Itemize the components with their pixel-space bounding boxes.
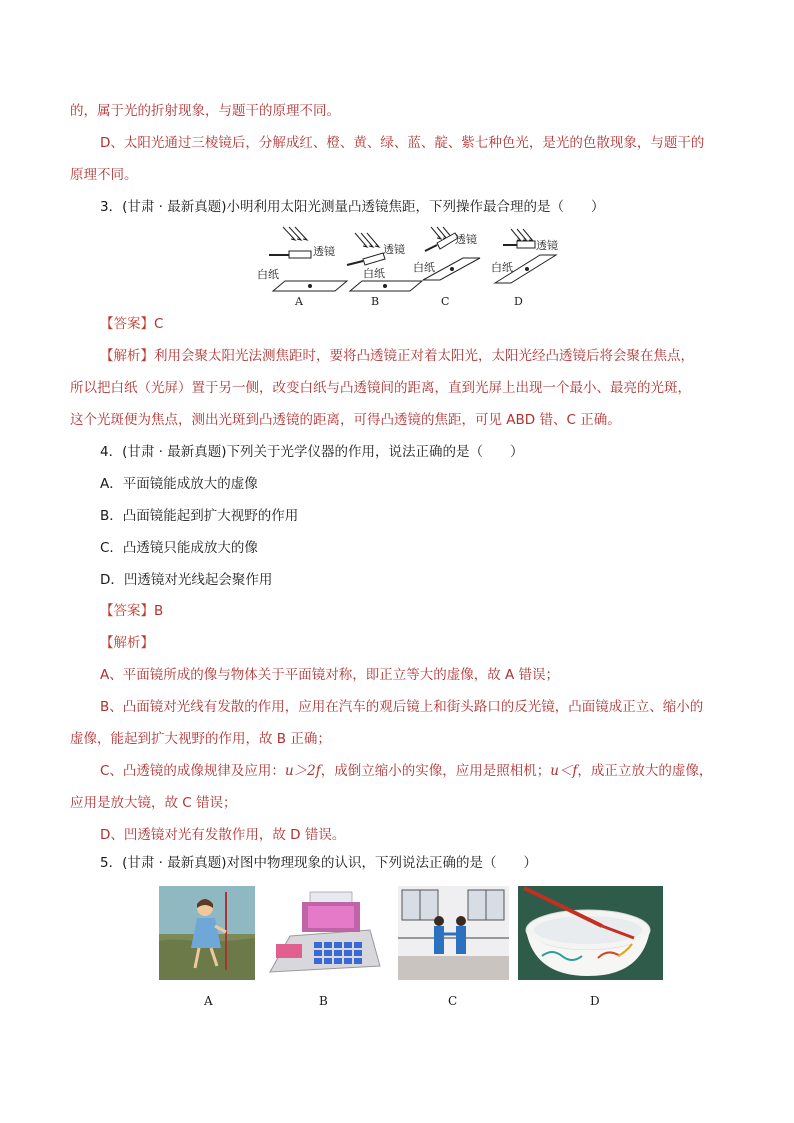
question-4-analysis-c-line2: 应用是放大镜，故 C 错误； <box>70 795 237 811</box>
figure-a-diagram <box>269 227 347 291</box>
figure-a-caption: A <box>295 295 303 308</box>
question-4-analysis-b-line1: B、凸面镜对光线有发散的作用，应用在汽车的观后镜上和街头路口的反光镜，凸面镜成正立、缩小的 <box>100 699 704 715</box>
question-4-analysis-c-line1 <box>100 761 712 781</box>
figure-b-diagram <box>347 233 422 291</box>
question-4-stem: 4．(甘肃 · 最新真题)下列关于光学仪器的作用，说法正确的是（ ） <box>100 444 524 460</box>
photo-a-image <box>159 886 255 980</box>
figure-a-lens-label: 透镜 <box>313 245 335 258</box>
question-4-analysis-b-line2: 虚像，能起到扩大视野的作用，故 B 正确； <box>70 731 331 747</box>
question-3-analysis-line2: 所以把白纸（光屏）置于另一侧，改变白纸与凸透镜间的距离，直到光屏上出现一个最小、最亮的光斑， <box>70 380 691 396</box>
question-3-analysis-line3: 这个光斑便为焦点，测出光斑到凸透镜的距离，可得凸透镜的焦距，可见 ABD 错、C 正确。 <box>70 412 621 428</box>
photo-a-caption: A <box>204 994 213 1008</box>
c-text-1: C、凸透镜的成像规律及应用： <box>100 763 285 779</box>
c-text-3: ，成正立放大的虚像， <box>577 763 713 779</box>
photo-b-caption: B <box>319 994 328 1008</box>
question-4-answer <box>100 601 163 621</box>
figure-c-lens-label: 透镜 <box>455 233 477 246</box>
figure-d-caption: D <box>514 295 523 308</box>
figure-c-caption: C <box>441 295 450 308</box>
analysis-text: 利用会聚太阳光法测焦距时，要将凸透镜正对着太阳光，太阳光经凸透镜后将会聚在焦点， <box>154 348 694 364</box>
answer-tag: 【答案】 <box>100 316 154 332</box>
figure-d-paper-label: 白纸 <box>491 261 513 274</box>
question-3-stem: 3．(甘肃 · 最新真题)小明利用太阳光测量凸透镜焦距，下列操作最合理的是（ ） <box>100 199 605 215</box>
answer-value: C <box>154 316 164 332</box>
question-4-analysis-tag <box>100 633 154 653</box>
c-math-1: u＞2f <box>284 763 321 779</box>
question-3-figure <box>255 225 565 310</box>
analysis-continuation: 的，属于光的折射现象，与题干的原理不同。 <box>70 103 340 119</box>
question-4-option-d: D．凹透镜对光线起会聚作用 <box>100 572 273 588</box>
question-3-analysis-line1 <box>100 346 694 366</box>
answer-tag: 【答案】 <box>100 603 154 619</box>
question-3-answer <box>100 314 163 334</box>
analysis-d-line2: 原理不同。 <box>70 167 138 183</box>
photo-d-image <box>518 886 663 980</box>
photo-d-caption: D <box>590 994 600 1008</box>
photo-c-image <box>398 886 509 980</box>
figure-b-lens-label: 透镜 <box>383 243 405 256</box>
photo-b-image <box>260 886 388 980</box>
question-4-option-b: B．凸面镜能起到扩大视野的作用 <box>100 508 299 524</box>
question-4-analysis-a: A、平面镜所成的像与物体关于平面镜对称，即正立等大的虚像，故 A 错误； <box>100 667 560 683</box>
figure-b-caption: B <box>371 295 380 308</box>
analysis-d-line1: D、太阳光通过三棱镜后，分解成红、橙、黄、绿、蓝、靛、紫七种色光，是光的色散现象，与题干的 <box>100 135 705 151</box>
question-4-analysis-d: D、凹透镜对光有发散作用，故 D 错误。 <box>100 827 346 843</box>
figure-d-lens-label: 透镜 <box>536 239 558 252</box>
answer-value: B <box>154 603 164 619</box>
analysis-tag: 【解析】 <box>100 348 154 364</box>
figure-c-paper-label: 白纸 <box>413 261 435 274</box>
analysis-tag: 【解析】 <box>100 635 154 651</box>
question-5-stem: 5．(甘肃 · 最新真题)对图中物理现象的认识，下列说法正确的是（ ） <box>100 855 537 871</box>
c-math-2: u＜f <box>550 763 578 779</box>
question-4-option-a: A．平面镜能成放大的虚像 <box>100 476 258 492</box>
figure-d-diagram <box>495 229 556 283</box>
photo-c-caption: C <box>448 994 458 1008</box>
c-text-2: ，成倒立缩小的实像，应用是照相机； <box>320 763 551 779</box>
figure-a-paper-label: 白纸 <box>257 268 279 281</box>
figure-b-paper-label: 白纸 <box>363 267 385 280</box>
question-4-option-c: C．凸透镜只能成放大的像 <box>100 540 258 556</box>
